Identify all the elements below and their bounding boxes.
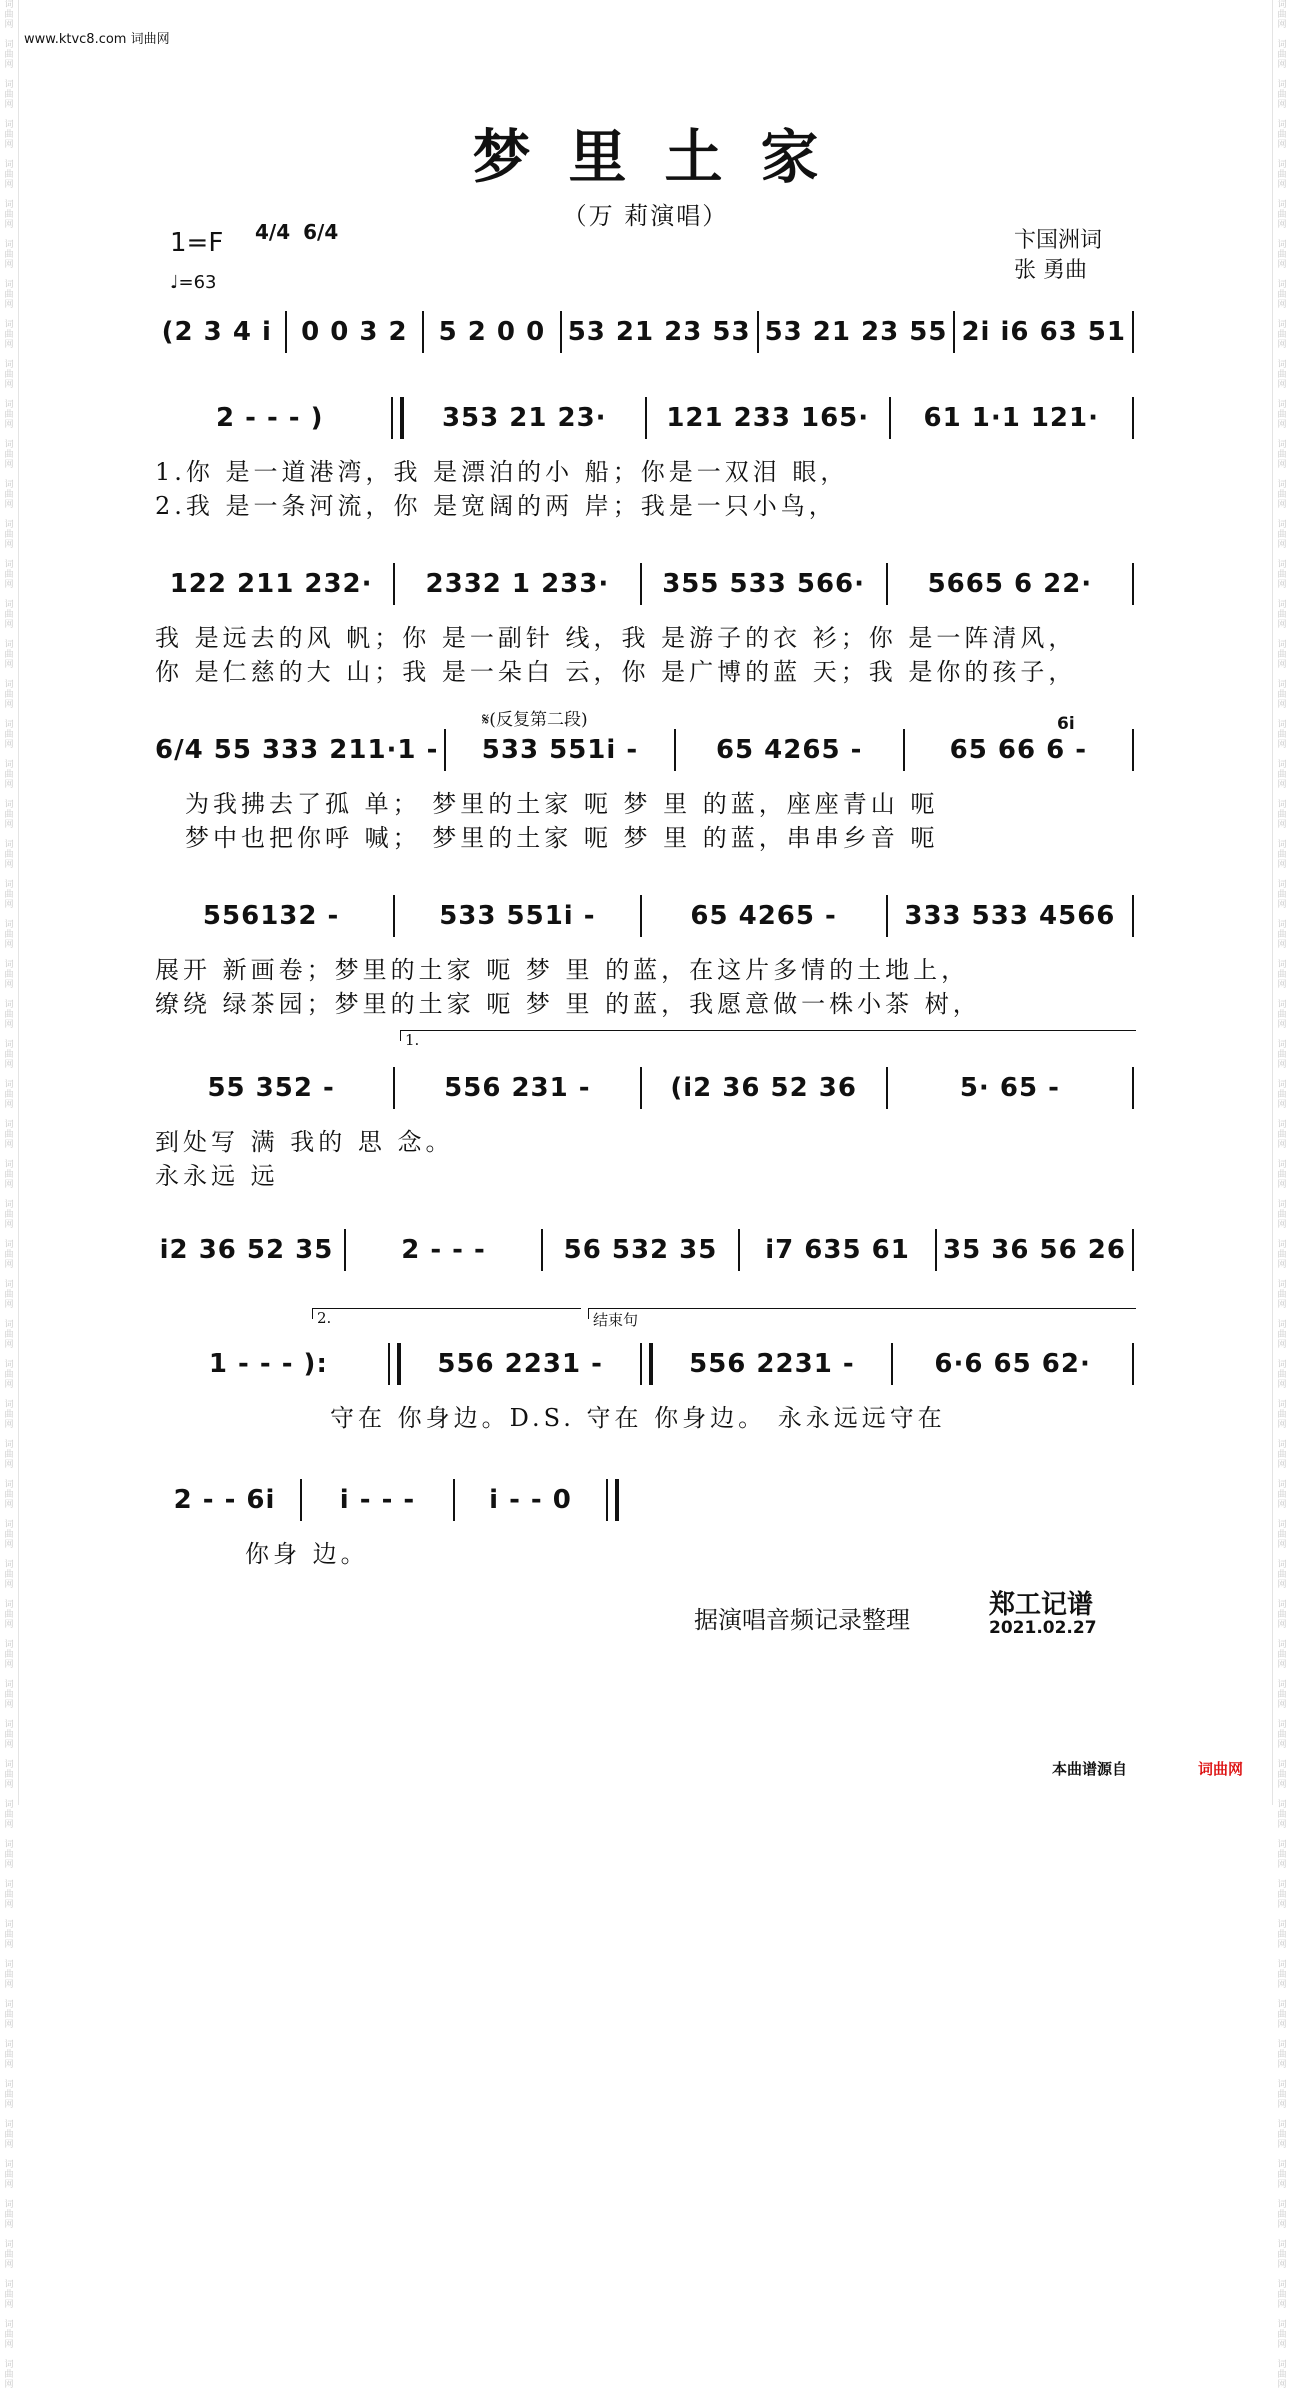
barline (738, 1229, 740, 1271)
measure: 556 231 - (444, 1073, 591, 1103)
grace-note: 6i (1057, 714, 1075, 734)
barline (1132, 729, 1134, 771)
score-line-3 (155, 562, 1140, 606)
barline (886, 563, 888, 605)
barline (344, 1229, 346, 1271)
measure: 61 1·1 121· (923, 403, 1099, 433)
measure: 65 66 6 - (949, 735, 1088, 765)
measure: i7 635 61 (765, 1235, 910, 1265)
barline (757, 311, 759, 353)
measure: 53 21 23 55 (764, 317, 948, 347)
measure-row (155, 1342, 1140, 1386)
source-site-link[interactable]: 词曲网 (1198, 1760, 1244, 1778)
measure-row (155, 1478, 625, 1522)
time-signature-2: 6/4 (303, 220, 339, 244)
measure: 53 21 23 53 (567, 317, 751, 347)
segno-marking: 𝄋(反复第二段) (482, 710, 588, 730)
barline (645, 397, 647, 439)
barline (640, 895, 642, 937)
transcription-note: 据演唱音频记录整理 (694, 1606, 910, 1634)
barline (285, 311, 287, 353)
measure-row (155, 562, 1140, 606)
score-line-7 (155, 1228, 1140, 1272)
measure: (2 3 4 i (161, 317, 272, 347)
barline (1132, 563, 1134, 605)
measure: 5· 65 - (959, 1073, 1060, 1103)
measure: 5 2 0 0 (438, 317, 546, 347)
barline (444, 729, 446, 771)
barline (393, 1067, 395, 1109)
barline (1132, 1343, 1134, 1385)
lyric-line-2-verse-2: 2.我 是一条河流，你 是宽阔的两 岸；我是一只小鸟， (155, 492, 837, 520)
lyric-line-4-verse-2: 梦中也把你呼 喊； 梦里的土家 呃 梦 里 的蓝，串串乡音 呃 (185, 824, 939, 852)
composer-credit: 张 勇曲 (1014, 258, 1087, 283)
measure: i - - 0 (489, 1485, 572, 1515)
barline (674, 729, 676, 771)
measure: i - - - (339, 1485, 416, 1515)
measure: 353 21 23· (441, 403, 607, 433)
measure: 333 533 4566 (904, 901, 1116, 931)
measure: 556 2231 - (689, 1349, 855, 1379)
score-line-2 (155, 396, 1140, 440)
barline (560, 311, 562, 353)
time-signature-1: 4/4 (255, 220, 291, 244)
coda-bracket (588, 1308, 1136, 1329)
measure: 55 352 - (207, 1073, 335, 1103)
measure: 355 533 566· (662, 569, 866, 599)
first-ending-label: 1. (405, 1031, 420, 1049)
measure: 0 0 3 2 (301, 317, 408, 347)
lyric-line-5-verse-1: 展开 新画卷；梦里的土家 呃 梦 里 的蓝，在这片多情的土地上， (155, 956, 970, 984)
barline (393, 895, 395, 937)
barline (640, 563, 642, 605)
measure: 533 551i - (439, 901, 596, 931)
second-ending-label: 2. (317, 1309, 332, 1327)
lyricist-credit: 卞国洲词 (1014, 228, 1103, 253)
measure: 1 - - - ): (208, 1349, 328, 1379)
measure: 2i i6 63 51 (961, 317, 1126, 347)
site-header: www.ktvc8.com 词曲网 (24, 32, 170, 47)
barline (393, 563, 395, 605)
lyric-line-5-verse-2: 缭绕 绿茶园；梦里的土家 呃 梦 里 的蓝，我愿意做一株小茶 树， (155, 990, 981, 1018)
score-line-6 (155, 1066, 1140, 1110)
measure: 2332 1 233· (425, 569, 610, 599)
song-title: 梦里土家 (472, 123, 857, 191)
right-watermark-strip: 词 曲 网 词 曲 网 词 曲 网 词 曲 网 词 曲 网 词 曲 网 词 曲 网 词 曲 网 词 曲 网 词 曲 网 词 曲 网 词 曲 网 词 曲 网 词 曲 网 词 曲 网 词 曲 网 词 曲 网 词 曲 网 词 曲 网 词 曲 网 词 曲 网 词 曲 网 词 曲 网 词 曲 网 词 曲 网 词 曲 网 词 曲 网 词 曲 网 词 曲 网 词 曲 网 词 曲 网 词 曲 网 词 曲 网 词 曲 网 词 曲 网 词 曲 网 词 曲 网 词 曲 网 词 曲 网 词 曲 网 词 曲 网 词 曲 网 词 曲 网 词 曲 网 词 曲 网 词 曲 网 词 曲 网 词 曲 网 词 曲 网 词 曲 网 词 曲 网 词 曲 网 词 曲 网 词 曲 网 词 曲 网 词 曲 网 词 曲 网 词 曲 网 词 曲 网 词 曲 网 (1272, 0, 1291, 1805)
first-ending-bracket (400, 1030, 1136, 1049)
barline (891, 1343, 893, 1385)
score-line-9 (155, 1478, 625, 1522)
lyric-line-4-verse-1: 为我拂去了孤 单； 梦里的土家 呃 梦 里 的蓝，座座青山 呃 (185, 790, 939, 818)
measure: 2 - - 6i (173, 1485, 276, 1515)
measure: 65 4265 - (690, 901, 837, 931)
barline (886, 1067, 888, 1109)
left-watermark-strip: 词 曲 网 词 曲 网 词 曲 网 词 曲 网 词 曲 网 词 曲 网 词 曲 网 词 曲 网 词 曲 网 词 曲 网 词 曲 网 词 曲 网 词 曲 网 词 曲 网 词 曲 网 词 曲 网 词 曲 网 词 曲 网 词 曲 网 词 曲 网 词 曲 网 词 曲 网 词 曲 网 词 曲 网 词 曲 网 词 曲 网 词 曲 网 词 曲 网 词 曲 网 词 曲 网 词 曲 网 词 曲 网 词 曲 网 词 曲 网 词 曲 网 词 曲 网 词 曲 网 词 曲 网 词 曲 网 词 曲 网 词 曲 网 词 曲 网 词 曲 网 词 曲 网 词 曲 网 词 曲 网 词 曲 网 词 曲 网 词 曲 网 词 曲 网 词 曲 网 词 曲 网 词 曲 网 词 曲 网 词 曲 网 词 曲 网 词 曲 网 词 曲 网 词 曲 网 词 曲 网 (0, 0, 19, 1805)
singer-credit: （万 莉演唱） (562, 202, 729, 230)
measure: (i2 36 52 36 (670, 1073, 857, 1103)
measure: 533 551i - (481, 735, 639, 765)
barline (903, 729, 905, 771)
measure-row (155, 1228, 1140, 1272)
score-line-8 (155, 1342, 1140, 1386)
measure: 122 211 232· (169, 569, 373, 599)
lyric-line-2-verse-1: 1.你 是一道港湾，我 是漂泊的小 船；你是一双泪 眼， (155, 458, 849, 486)
lyric-line-3-verse-2: 你 是仁慈的大 山；我 是一朵白 云，你 是广博的蓝 天；我 是你的孩子， (155, 658, 1077, 686)
barline (889, 397, 891, 439)
measure: 2 - - - (401, 1235, 486, 1265)
time-signatures (255, 222, 344, 242)
measure: 556132 - (202, 901, 340, 931)
measure: i2 36 52 35 (159, 1235, 334, 1265)
barline (1132, 311, 1134, 353)
barline (953, 311, 955, 353)
measure-row (155, 894, 1140, 938)
repeat-barline (388, 1343, 401, 1385)
double-barline (640, 1343, 653, 1385)
transcriber-stamp: 郑工记谱 (989, 1590, 1094, 1620)
barline (1132, 397, 1134, 439)
coda-label: 结束句 (593, 1311, 639, 1329)
measure: 556 2231 - (437, 1349, 603, 1379)
tempo-marking: ♩=63 (170, 272, 217, 293)
credits (1014, 226, 1102, 286)
measure: 121 233 165· (666, 403, 870, 433)
score-line-1 (155, 310, 1140, 354)
barline (422, 311, 424, 353)
transcription-date: 2021.02.27 (989, 1618, 1097, 1638)
measure: 2 - - - ) (215, 403, 324, 433)
measure-row (155, 1066, 1140, 1110)
barline (541, 1229, 543, 1271)
lyric-line-8: 守在 你身边。D.S. 守在 你身边。 永永远远守在 (330, 1404, 946, 1432)
measure: 6/4 55 333 211·1 - (155, 735, 439, 765)
score-line-4 (155, 728, 1140, 772)
barline (640, 1067, 642, 1109)
repeat-barline (391, 397, 404, 439)
measure-row (155, 310, 1140, 354)
lyric-line-3-verse-1: 我 是远去的风 帆；你 是一副针 线，我 是游子的衣 衫；你 是一阵清风， (155, 624, 1077, 652)
key-signature: 1=F (170, 228, 224, 258)
barline (1132, 1229, 1134, 1271)
second-ending-bracket (312, 1308, 581, 1327)
measure: 56 532 35 (563, 1235, 718, 1265)
barline (453, 1479, 455, 1521)
final-barline (606, 1479, 619, 1521)
source-label: 本曲谱源自 (1052, 1760, 1128, 1778)
lyric-line-6-verse-1: 到处写 满 我的 思 念。 (155, 1128, 454, 1156)
measure-row (155, 396, 1140, 440)
barline (1132, 895, 1134, 937)
barline (1132, 1067, 1134, 1109)
lyric-line-9: 你身 边。 (245, 1540, 369, 1568)
measure-row (155, 728, 1140, 772)
barline (886, 895, 888, 937)
measure: 6·6 65 62· (934, 1349, 1091, 1379)
lyric-line-6-verse-2: 永永远 远 (155, 1162, 279, 1190)
measure: 65 4265 - (715, 735, 863, 765)
measure: 35 36 56 26 (943, 1235, 1126, 1265)
score-line-5 (155, 894, 1140, 938)
barline (935, 1229, 937, 1271)
barline (300, 1479, 302, 1521)
measure: 5665 6 22· (927, 569, 1093, 599)
